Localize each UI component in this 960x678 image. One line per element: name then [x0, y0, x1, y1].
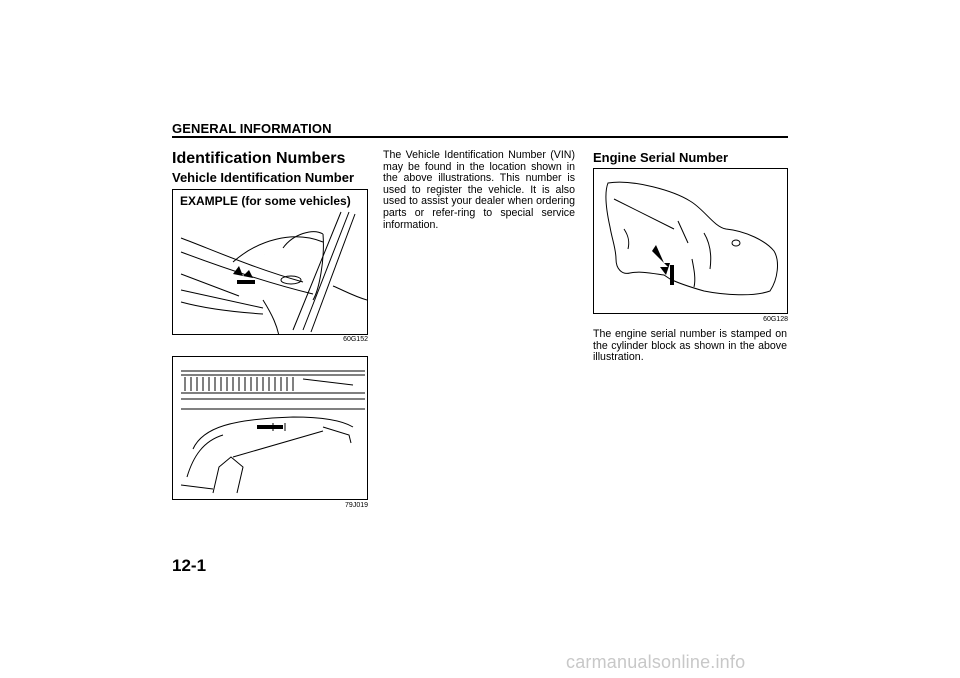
- engine-serial-figure: [593, 168, 788, 314]
- vin-subtitle: Vehicle Identification Number: [172, 170, 355, 185]
- figure3-code: 60G128: [763, 316, 788, 323]
- vin-figure-windshield: [172, 356, 368, 500]
- engine-serial-mark: [670, 265, 674, 285]
- arrow-icon: [233, 248, 271, 278]
- header-rule: [172, 136, 788, 138]
- windshield-vin-illustration: [173, 357, 368, 500]
- engine-serial-title: Engine Serial Number: [593, 150, 729, 165]
- dashboard-vin-illustration: [173, 190, 368, 335]
- section-header: GENERAL INFORMATION: [172, 121, 332, 136]
- engine-block-illustration: [594, 169, 788, 314]
- page-number: 12-1: [172, 556, 207, 575]
- engine-paragraph: The engine serial number is stamped on the cylinder block as shown in the above illustration.: [593, 328, 787, 364]
- figure2-code: 79J019: [345, 502, 368, 509]
- figure1-code: 60G152: [343, 336, 368, 343]
- page-title: Identification Numbers: [172, 150, 346, 167]
- watermark: carmanualsonline.info: [566, 652, 746, 672]
- arrow-icon: [652, 245, 670, 275]
- vin-paragraph: The Vehicle Identification Number (VIN) may be found in the location shown in the above illustrations. This number is used to register the vehicle. It is also used to assist your dealer when ordering parts or refer-ring to special service information.: [383, 149, 575, 231]
- figure-example-label: EXAMPLE (for some vehicles): [180, 194, 351, 208]
- vin-plate-mark: [257, 425, 283, 429]
- vin-plate-mark: [237, 280, 255, 284]
- vin-figure-dashboard: [172, 189, 368, 335]
